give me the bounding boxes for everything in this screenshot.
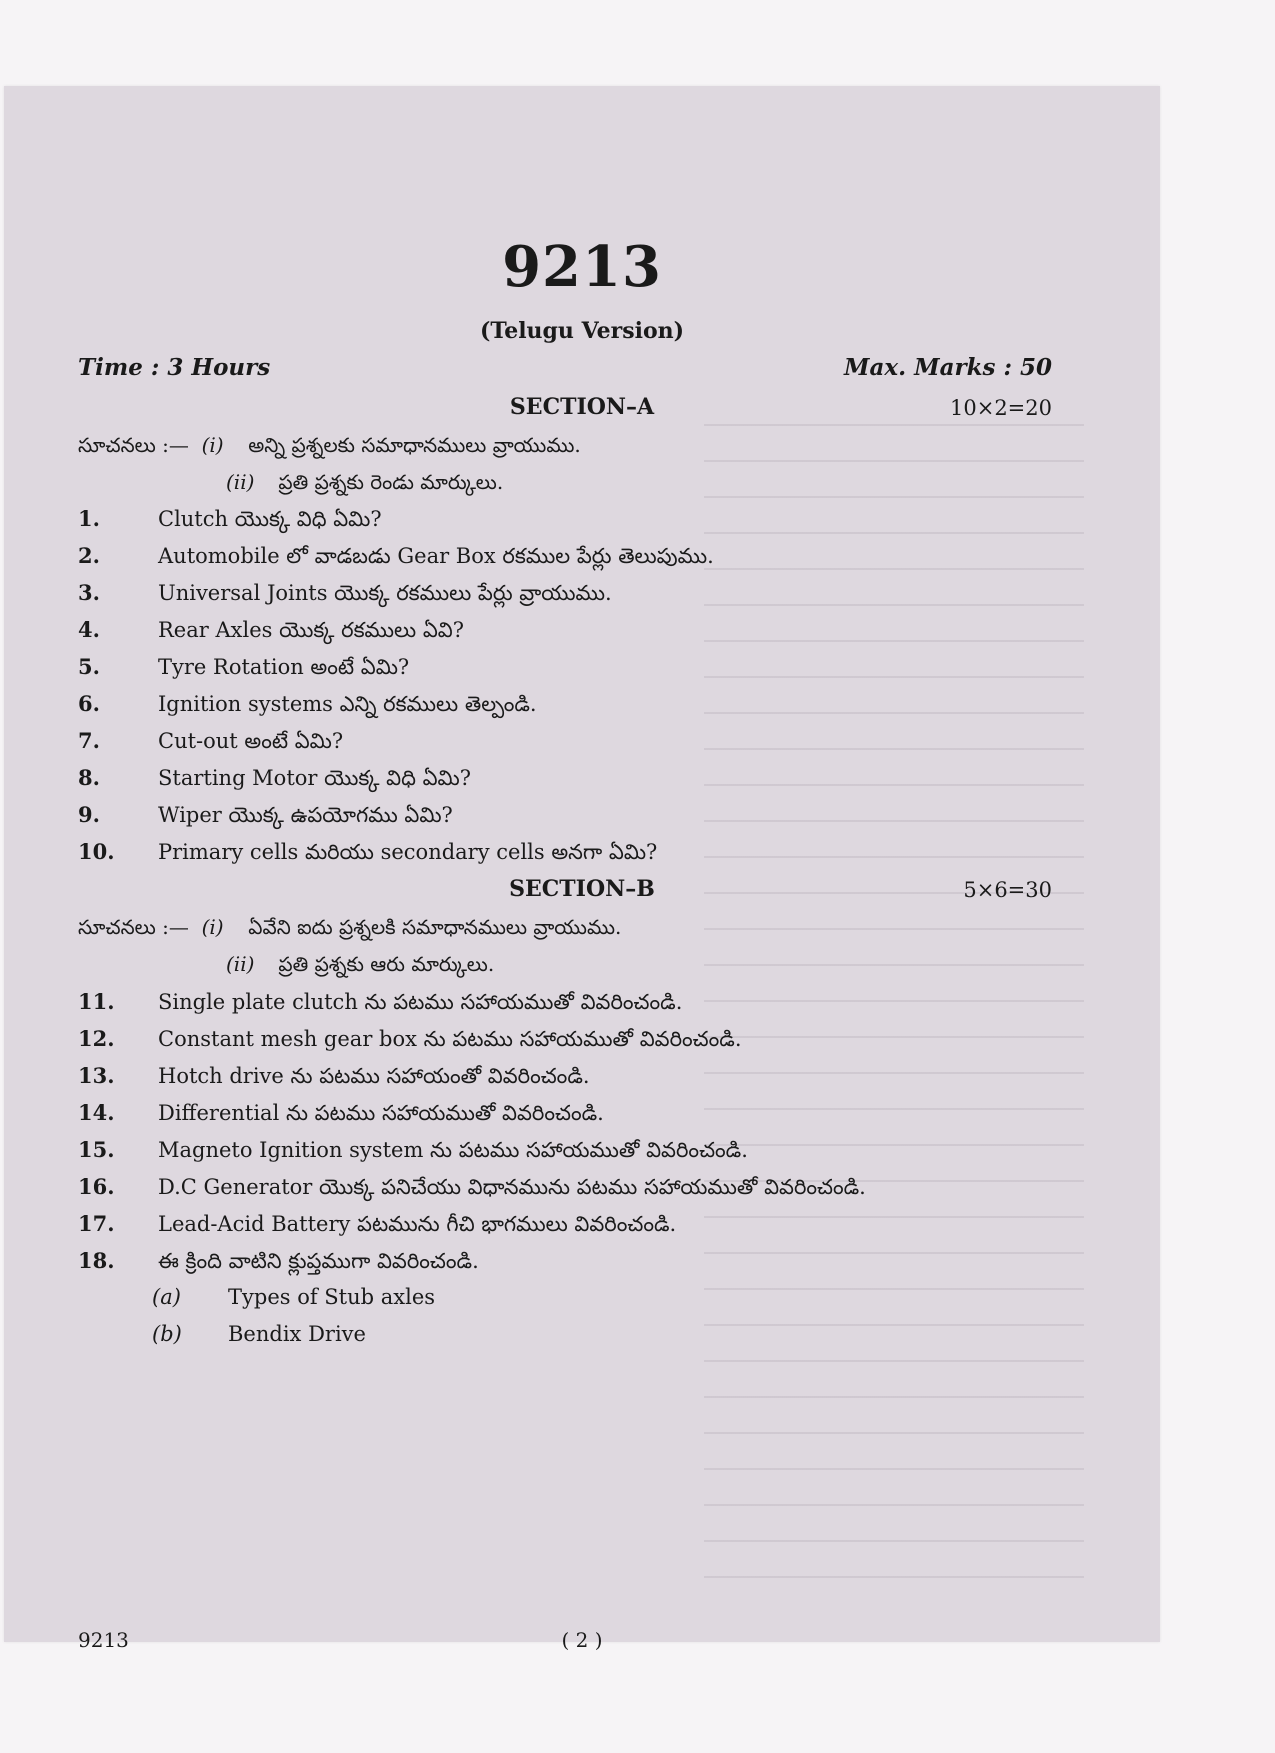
subpart-text: Types of Stub axles	[228, 1285, 436, 1309]
question-text: Lead-Acid Battery పటమును గీచి భాగములు వివరించండి.	[158, 1212, 677, 1236]
question-17	[78, 1211, 676, 1242]
question-text: Rear Axles యొక్క రకములు ఏవి?	[158, 618, 464, 642]
question-number: 2.	[78, 543, 100, 568]
question-15	[78, 1137, 748, 1168]
subpart-text: Bendix Drive	[228, 1322, 366, 1346]
subpart-letter: (b)	[152, 1322, 182, 1346]
question-13	[78, 1063, 590, 1094]
question-text: Magneto Ignition system ను పటము సహాయముతో వివరించండి.	[158, 1138, 748, 1162]
question-6	[78, 691, 537, 722]
question-number: 1.	[78, 506, 100, 531]
question-number: 9.	[78, 802, 100, 827]
question-11	[78, 989, 682, 1020]
question-10	[78, 839, 657, 870]
question-number: 3.	[78, 580, 100, 605]
question-16	[78, 1174, 866, 1205]
question-number: 5.	[78, 654, 100, 679]
section-b-marks: 5×6=30	[963, 878, 1052, 902]
version-label: (Telugu Version)	[479, 318, 685, 344]
section-b-instruction-1	[78, 915, 621, 944]
question-number: 14.	[78, 1100, 115, 1125]
question-18	[78, 1248, 479, 1279]
question-text: Ignition systems ఎన్ని రకములు తెల్పండి.	[158, 692, 537, 716]
exam-document	[4, 86, 1160, 1652]
instruction-text: ఏవేని ఐదు ప్రశ్నలకి సమాధానములు వ్రాయుము.	[248, 915, 622, 939]
instruction-roman: (ii)	[226, 470, 255, 494]
question-number: 15.	[78, 1137, 115, 1162]
question-text: Tyre Rotation అంటే ఏమి?	[158, 655, 410, 679]
instruction-label: సూచనలు :—	[78, 915, 189, 939]
max-marks-label: Max. Marks : 50	[844, 354, 1052, 381]
section-a-marks: 10×2=20	[950, 396, 1052, 420]
question-text: Universal Joints యొక్క రకములు పేర్లు వ్రాయుము.	[158, 581, 612, 605]
question-2	[78, 543, 714, 574]
footer-page-number: ( 2 )	[561, 1628, 603, 1652]
question-text: Hotch drive ను పటము సహాయంతో వివరించండి.	[158, 1064, 590, 1088]
instruction-roman: (i)	[201, 915, 224, 939]
instruction-text: అన్ని ప్రశ్నలకు సమాధానములు వ్రాయుము.	[248, 433, 581, 457]
question-number: 18.	[78, 1248, 115, 1273]
section-b-instruction-2	[226, 952, 494, 981]
question-text: Clutch యొక్క విధి ఏమి?	[158, 507, 382, 531]
section-a-heading: SECTION–A	[509, 394, 655, 420]
question-text: ఈ క్రింది వాటిని క్లుప్తముగా వివరించండి.	[158, 1249, 479, 1273]
question-text: Primary cells మరియు secondary cells అనగా ఏమి?	[158, 840, 658, 864]
question-number: 6.	[78, 691, 100, 716]
paper-code-title: 9213	[502, 234, 662, 300]
question-1	[78, 506, 382, 537]
subpart-b	[152, 1322, 366, 1346]
question-number: 17.	[78, 1211, 115, 1236]
exam-paper-sheet	[4, 86, 1160, 1652]
question-8	[78, 765, 471, 796]
subpart-a	[152, 1285, 435, 1309]
instruction-text: ప్రతి ప్రశ్నకు ఆరు మార్కులు.	[278, 952, 495, 976]
question-text: Single plate clutch ను పటము సహాయముతో వివరించండి.	[158, 990, 683, 1014]
instruction-label: సూచనలు :—	[78, 433, 189, 457]
question-12	[78, 1026, 742, 1057]
question-3	[78, 580, 612, 611]
question-number: 10.	[78, 839, 115, 864]
section-a-instruction-1	[78, 433, 581, 462]
question-number: 8.	[78, 765, 100, 790]
question-7	[78, 728, 343, 759]
question-text: Starting Motor యొక్క విధి ఏమి?	[158, 766, 472, 790]
footer-paper-code: 9213	[78, 1628, 129, 1652]
question-text: Cut-out అంటే ఏమి?	[158, 729, 344, 753]
question-text: Automobile లో వాడబడు Gear Box రకముల పేర్లు తెలుపుము.	[158, 544, 714, 568]
question-text: Wiper యొక్క ఉపయోగము ఏమి?	[158, 803, 453, 827]
question-5	[78, 654, 409, 685]
question-14	[78, 1100, 604, 1131]
question-text: Constant mesh gear box ను పటము సహాయముతో వివరించండి.	[158, 1027, 742, 1051]
instruction-text: ప్రతి ప్రశ్నకు రెండు మార్కులు.	[278, 470, 504, 494]
question-number: 4.	[78, 617, 100, 642]
question-number: 7.	[78, 728, 100, 753]
question-number: 13.	[78, 1063, 115, 1088]
instruction-roman: (i)	[201, 433, 224, 457]
question-9	[78, 802, 453, 833]
section-b-heading: SECTION–B	[509, 876, 655, 902]
question-4	[78, 617, 464, 648]
question-number: 16.	[78, 1174, 115, 1199]
question-number: 11.	[78, 989, 115, 1014]
question-text: D.C Generator యొక్క పనిచేయు విధానమును పటము సహాయముతో వివరించండి.	[158, 1175, 866, 1199]
time-label: Time : 3 Hours	[78, 354, 271, 381]
question-text: Differential ను పటము సహాయముతో వివరించండి.	[158, 1101, 604, 1125]
section-a-instruction-2	[226, 470, 503, 499]
subpart-letter: (a)	[152, 1285, 181, 1309]
question-number: 12.	[78, 1026, 115, 1051]
instruction-roman: (ii)	[226, 952, 255, 976]
